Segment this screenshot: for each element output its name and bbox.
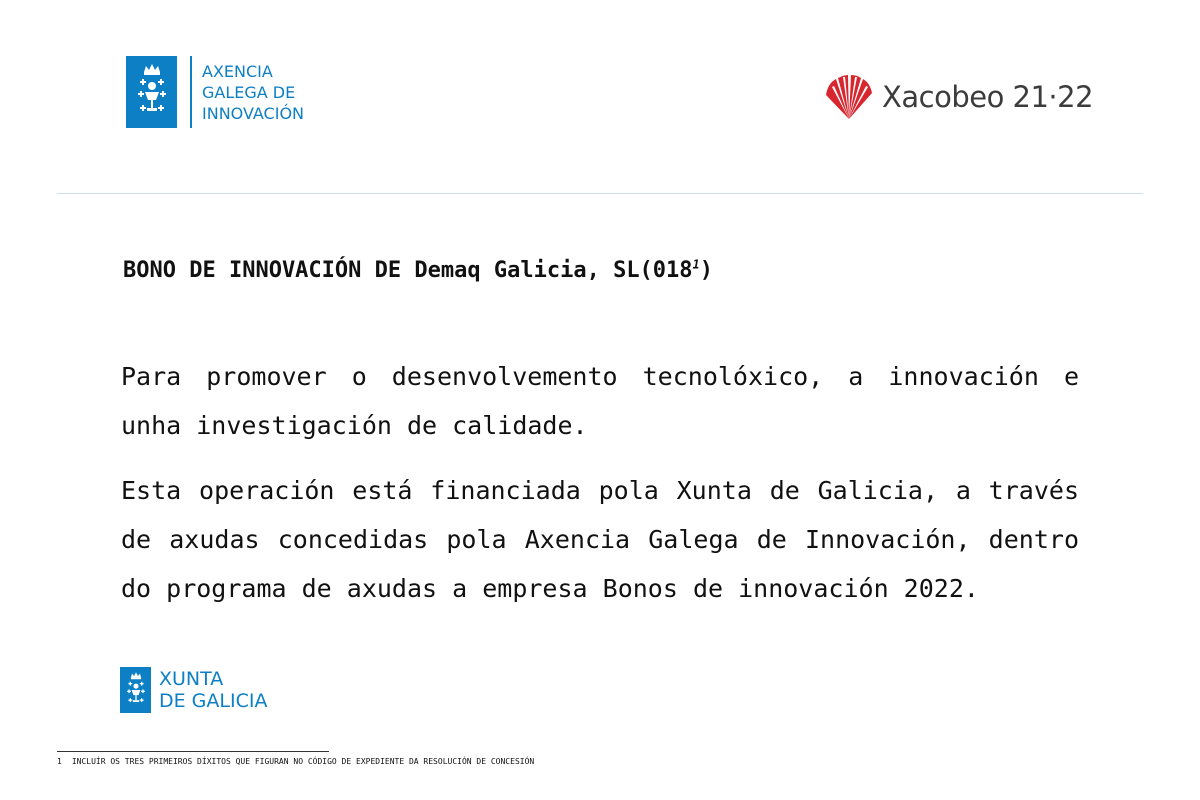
- footnote-text: INCLUÍR OS TRES PRIMEIROS DÍXITOS QUE FIGURAN NO CÓDIGO DE EXPEDIENTE DA RESOLUCIÓN DE CONCESIÓN: [71, 757, 535, 766]
- agency-name-line-1: AXENCIA: [202, 61, 273, 81]
- galicia-shield-icon: [126, 56, 177, 128]
- scallop-shell-icon: [824, 73, 874, 121]
- xunta-name-line-1: XUNTA: [159, 668, 224, 690]
- galicia-shield-icon: [120, 667, 151, 713]
- footnote-reference: 1: [692, 257, 700, 272]
- footnote-divider: [57, 751, 329, 752]
- header-divider: [57, 193, 1143, 194]
- title-close: ): [699, 258, 714, 283]
- paragraph-purpose: Para promover o desenvolvemento tecnolóxico, a innovación e unha investigación de calidade.: [121, 362, 1079, 440]
- xacobeo-logo: [824, 73, 1093, 121]
- axencia-galega-innovacion-logo: [126, 56, 304, 128]
- paragraph-funding: Esta operación está financiada pola Xunta de Galicia, a través de axudas concedidas pola Axencia Galega de Innovación, dentro do programa de axudas a empresa Bonos de innovación 2022.: [121, 476, 1079, 603]
- xunta-de-galicia-logo: [120, 667, 267, 713]
- xunta-name: [159, 668, 267, 712]
- xunta-name-line-2: DE GALICIA: [159, 690, 268, 712]
- agency-name: [202, 61, 304, 124]
- footnote-number: 1: [57, 757, 62, 766]
- title-text: BONO DE INNOVACIÓN DE Demaq Galicia, SL(018: [123, 258, 693, 283]
- logo-divider: [190, 56, 192, 128]
- document-title: [123, 258, 713, 283]
- agency-name-line-2: GALEGA DE: [202, 82, 296, 102]
- footnote: [57, 757, 534, 766]
- agency-name-line-3: INNOVACIÓN: [202, 103, 305, 123]
- xacobeo-wordmark: Xacobeo 21·22: [882, 80, 1094, 114]
